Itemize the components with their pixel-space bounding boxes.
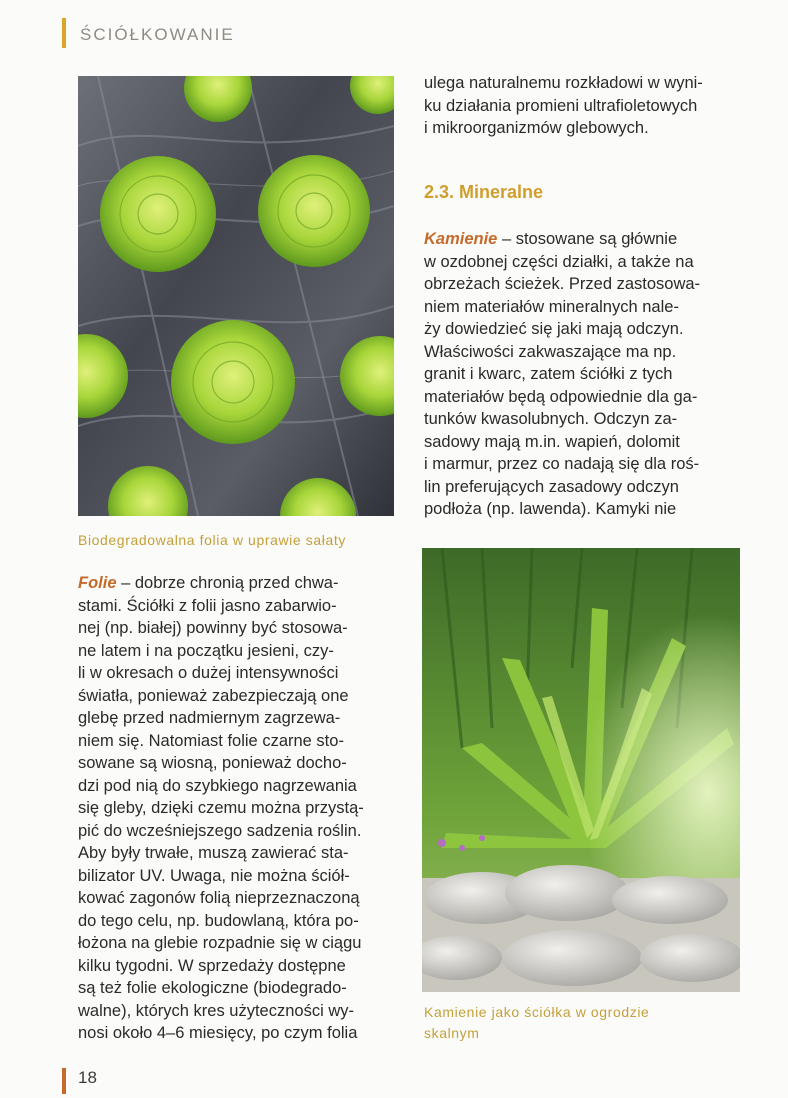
page-number-accent-bar	[62, 1068, 66, 1094]
chapter-title: ŚCIÓŁKOWANIE	[80, 25, 235, 44]
text-line: li w okresach o dużej intensywności	[78, 664, 339, 682]
right-column-continuation	[424, 72, 740, 140]
text-line: bilizator UV. Uwaga, nie można ściół-	[78, 866, 350, 885]
page-number: 18	[78, 1068, 97, 1087]
text-line: materiałów będą odpowiednie dla ga-	[424, 387, 698, 406]
text-line: sowane są wiosną, ponieważ docho-	[78, 754, 347, 772]
section-heading: 2.3. Mineralne	[424, 182, 544, 202]
text-line: ży dowiedzieć się jaki mają odczyn.	[424, 320, 684, 338]
text-line-rest: – dobrze chronią przed chwa-	[116, 574, 339, 592]
lettuce-film-photo	[78, 76, 394, 516]
text-line: sadowy mają m.in. wapień, dolomit	[424, 432, 680, 451]
text-line: światła, ponieważ zabezpieczają one	[78, 686, 349, 705]
text-line: Aby były trwałe, muszą zawierać sta-	[78, 844, 349, 862]
text-line: Właściwości zakwaszające ma np.	[424, 342, 677, 361]
text-line: ku działania promieni ultrafioletowych	[424, 96, 698, 115]
figure-caption-lettuce: Biodegradowalna folia w uprawie sałaty	[78, 532, 346, 548]
text-line: ulega naturalnemu rozkładowi w wyni-	[424, 74, 703, 92]
keyword-folie: Folie	[78, 574, 117, 592]
text-line: niem materiałów mineralnych nale-	[424, 297, 679, 316]
text-line: stami. Ściółki z folii jasno zabarwio-	[78, 596, 337, 615]
text-line: nosi około 4–6 miesięcy, po czym folia	[78, 1024, 358, 1042]
text-line: w ozdobnej części działki, a także na	[424, 252, 694, 271]
text-line: tunków kwasolubnych. Odczyn za-	[424, 410, 678, 428]
caption-line: skalnym	[424, 1025, 480, 1041]
text-line: nej (np. białej) powinny być stosowa-	[78, 619, 348, 637]
text-line: lin preferujących zasadowy odczyn	[424, 477, 679, 496]
text-line: pić do wcześniejszego sadzenia roślin.	[78, 821, 362, 840]
fern-stones-photo	[422, 548, 740, 992]
caption-line: Kamienie jako ściółka w ogrodzie	[424, 1004, 650, 1020]
text-line: ne latem i na początku jesieni, czy-	[78, 641, 334, 660]
text-line: niem się. Natomiast folie czarne sto-	[78, 731, 344, 750]
text-line: dzi pod nią do szybkiego nagrzewania	[78, 776, 357, 795]
text-line: glebę przed nadmiernym zagrzewa-	[78, 709, 341, 727]
text-line: są też folie ekologiczne (biodegrado-	[78, 979, 347, 997]
text-line: walne), których kres użyteczności wy-	[78, 1001, 354, 1020]
text-line: kować zagonów folią nieprzeznaczoną	[78, 889, 360, 907]
text-line: do tego celu, np. budowlaną, która po-	[78, 911, 359, 930]
folie-paragraph	[78, 572, 394, 1045]
text-line: łożona na glebie rozpadnie się w ciągu	[78, 934, 362, 952]
text-line: obrzeżach ścieżek. Przed zastosowa-	[424, 275, 701, 293]
text-line: i marmur, przez co nadają się dla roś-	[424, 455, 700, 473]
mineral-section-paragraph	[424, 228, 740, 521]
text-line: podłoża (np. lawenda). Kamyki nie	[424, 500, 677, 518]
keyword-kamienie: Kamienie	[424, 230, 498, 248]
text-line: kilku tygodni. W sprzedaży dostępne	[78, 956, 346, 975]
text-line: granit i kwarc, zatem ściółki z tych	[424, 365, 673, 383]
figure-caption-stones	[424, 1002, 724, 1044]
text-line: i mikroorganizmów glebowych.	[424, 119, 649, 137]
text-line-rest: – stosowane są głównie	[497, 230, 678, 248]
text-line: się gleby, dzięki czemu można przystą-	[78, 799, 364, 817]
chapter-accent-bar	[62, 18, 66, 48]
